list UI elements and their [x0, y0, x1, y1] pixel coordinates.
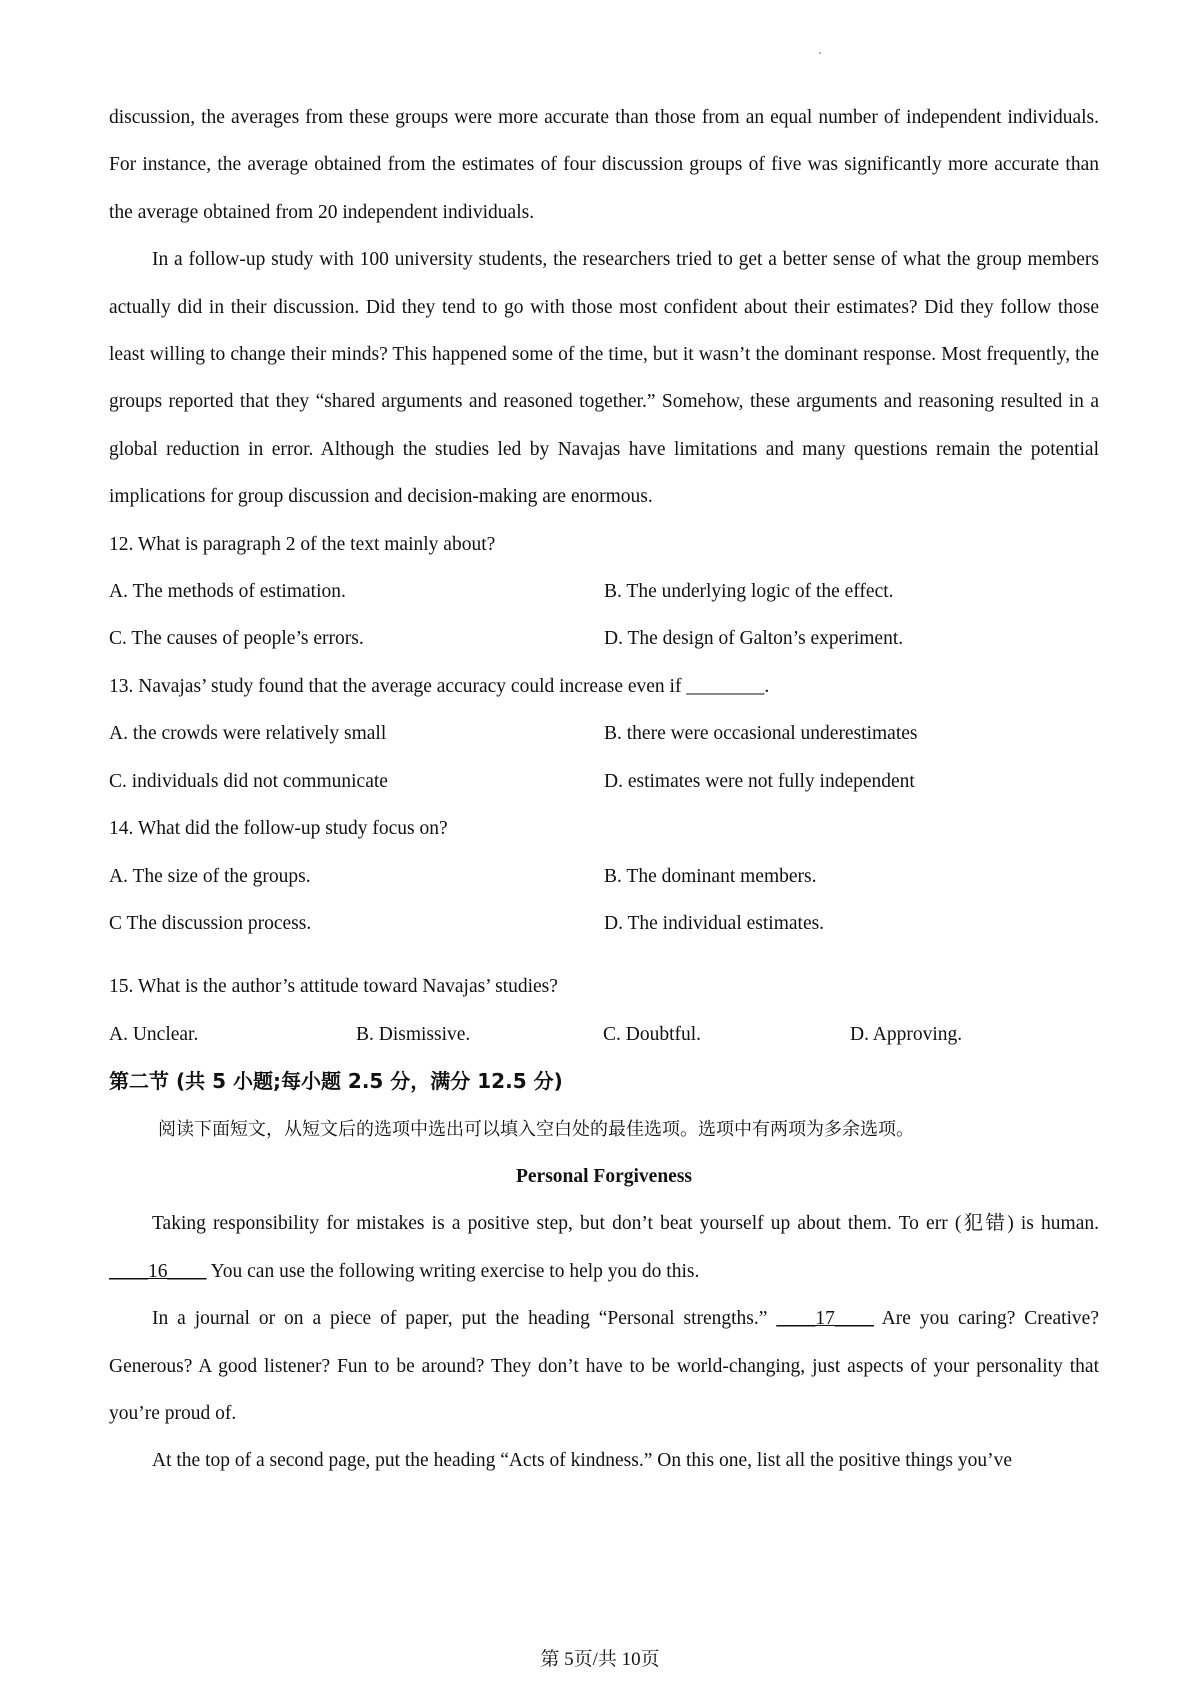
paragraph-follow-up-study: In a follow-up study with 100 university students, the researchers tried to get a better sense of what the group members actually did in their discussion. Did they tend to go with those most confident about their estimates? Did they follow those least willing to change their minds? This happened some of the time, but it wasn’t the dominant response. Most frequently, the groups reported that they “shared arguments and reasoned together.” Somehow, these arguments and reasoning resulted in a global reduction in error. Although the studies led by Navajas have limitations and many questions remain the potential implications for group discussion and decision-making are enormous.: [109, 249, 1099, 508]
passage-p2-after: Are you caring? Creative? Generous? A good listener? Fun to be around? They don’t have to be world-changing, just aspects of your personality that you’re proud of.: [109, 1308, 1099, 1424]
option-12d: D. The design of Galton’s experiment.: [604, 628, 904, 650]
question-15-stem: 15. What is the author’s attitude toward Navajas’ studies?: [109, 976, 558, 998]
option-15c: C. Doubtful.: [603, 1023, 702, 1045]
blank-16: ____16____: [109, 1260, 207, 1282]
option-15b: B. Dismissive.: [356, 1023, 471, 1045]
option-12c: C. The causes of people’s errors.: [109, 628, 364, 650]
question-14-options-row-2: [109, 900, 1099, 947]
blank-17: ____17____: [776, 1308, 874, 1330]
option-14d: D. The individual estimates.: [604, 912, 825, 934]
option-15d: D. Approving.: [850, 1023, 963, 1045]
section-2-title: 第二节 (共 5 小题;每小题 2.5 分，满分 12.5 分): [109, 1069, 563, 1094]
option-13c: C. individuals did not communicate: [109, 770, 388, 792]
option-13a: A. the crowds were relatively small: [109, 723, 387, 745]
option-14b: B. The dominant members.: [604, 865, 817, 887]
page-content: [109, 94, 1099, 1485]
question-12-options-row-1: [109, 568, 1099, 615]
scan-dot: [819, 52, 821, 54]
option-13b: B. there were occasional underestimates: [604, 723, 918, 745]
question-13-stem: 13. Navajas’ study found that the average accuracy could increase even if ________.: [109, 675, 770, 697]
question-14-stem: 14. What did the follow-up study focus on?: [109, 818, 448, 840]
question-13-options-row-1: [109, 710, 1099, 757]
passage-paragraph-1: [109, 1200, 1099, 1295]
option-12a: A. The methods of estimation.: [109, 581, 346, 603]
passage-paragraph-3: At the top of a second page, put the heading “Acts of kindness.” On this one, list all the positive things you’ve: [152, 1450, 1012, 1472]
passage-paragraph-2: [109, 1295, 1099, 1437]
passage-title: Personal Forgiveness: [515, 1165, 692, 1187]
passage-p1-text: Taking responsibility for mistakes is a positive step, but don’t beat yourself up about them. To err (犯错) is human.: [152, 1213, 1099, 1235]
option-15a: A. Unclear.: [109, 1023, 199, 1045]
option-13d: D. estimates were not fully independent: [604, 770, 915, 792]
page-footer: 第 5页/共 10页: [540, 1649, 660, 1670]
passage-p1-after: You can use the following writing exercise to help you do this.: [206, 1260, 700, 1282]
question-15-options-row: [109, 1011, 1099, 1058]
question-12-stem: 12. What is paragraph 2 of the text mainly about?: [109, 533, 496, 555]
question-12-options-row-2: [109, 615, 1099, 662]
question-14-options-row-1: [109, 853, 1099, 900]
option-14c: C The discussion process.: [109, 912, 312, 934]
question-13-options-row-2: [109, 758, 1099, 805]
paragraph-continuation: discussion, the averages from these groups were more accurate than those from an equal number of independent individuals. For instance, the average obtained from the estimates of four discussion groups of five was significantly more accurate than the average obtained from 20 independent individuals.: [109, 107, 1099, 223]
section-2-instruction: 阅读下面短文，从短文后的选项中选出可以填入空白处的最佳选项。选项中有两项为多余选项。: [158, 1118, 914, 1140]
option-12b: B. The underlying logic of the effect.: [604, 581, 894, 603]
passage-p2-text: In a journal or on a piece of paper, put the heading “Personal strengths.”: [152, 1308, 777, 1330]
option-14a: A. The size of the groups.: [109, 865, 311, 887]
